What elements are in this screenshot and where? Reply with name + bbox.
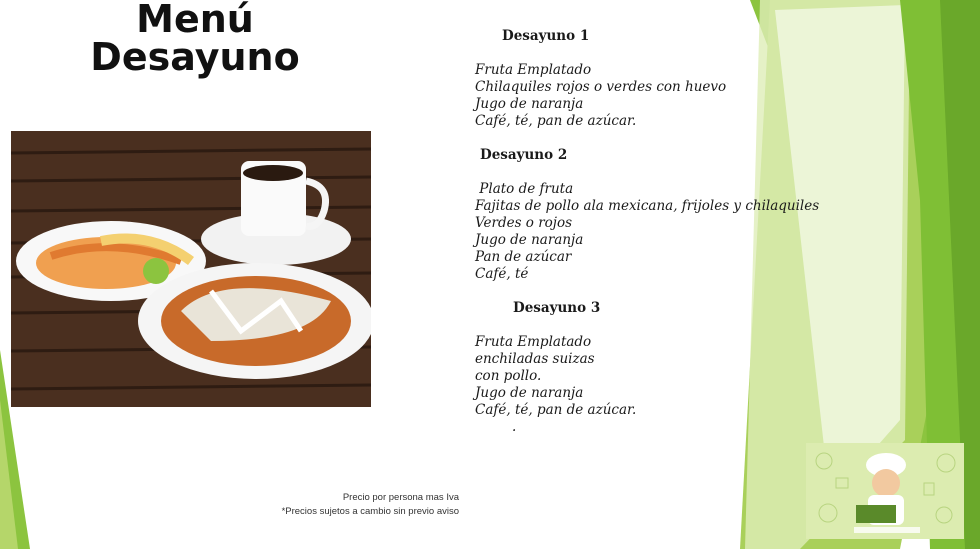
menu-item: enchiladas suizas — [475, 351, 595, 367]
menu-item: Jugo de naranja — [475, 232, 584, 248]
title-line-2: Desayuno — [90, 35, 300, 79]
menu-section-1 — [475, 28, 835, 130]
menu-list — [475, 28, 835, 436]
section-heading: Desayuno 3 — [513, 300, 601, 316]
menu-item: Plato de fruta — [475, 181, 574, 197]
menu-item: Café, té, pan de azúcar. — [475, 113, 637, 129]
menu-item: Fruta Emplatado — [475, 334, 592, 350]
price-note-line-1: Precio por persona mas Iva — [342, 492, 459, 503]
section-heading: Desayuno 2 — [480, 147, 568, 163]
menu-item: Jugo de naranja — [475, 385, 584, 401]
menu-item: Pan de azúcar — [475, 249, 572, 265]
menu-section-2 — [475, 147, 835, 283]
menu-item: Verdes o rojos — [475, 215, 573, 231]
price-note-line-2: *Precios sujetos a cambio sin previo aviso — [281, 506, 459, 517]
menu-item: con pollo. — [475, 368, 542, 384]
menu-item: Jugo de naranja — [475, 96, 584, 112]
page-title — [70, 0, 320, 79]
chef-logo — [806, 443, 964, 539]
section-heading: Desayuno 1 — [502, 28, 590, 44]
menu-section-3 — [475, 300, 835, 436]
menu-item: Café, té — [475, 266, 529, 282]
menu-item: Café, té, pan de azúcar. — [475, 402, 637, 418]
menu-item: Fajitas de pollo ala mexicana, frijoles y chilaquiles — [475, 198, 820, 214]
breakfast-plate-photo — [11, 131, 371, 407]
menu-item: . — [512, 419, 517, 435]
menu-item: Chilaquiles rojos o verdes con huevo — [475, 79, 727, 95]
price-note — [225, 491, 459, 519]
menu-item: Fruta Emplatado — [475, 62, 592, 78]
title-line-1: Menú — [136, 0, 254, 41]
